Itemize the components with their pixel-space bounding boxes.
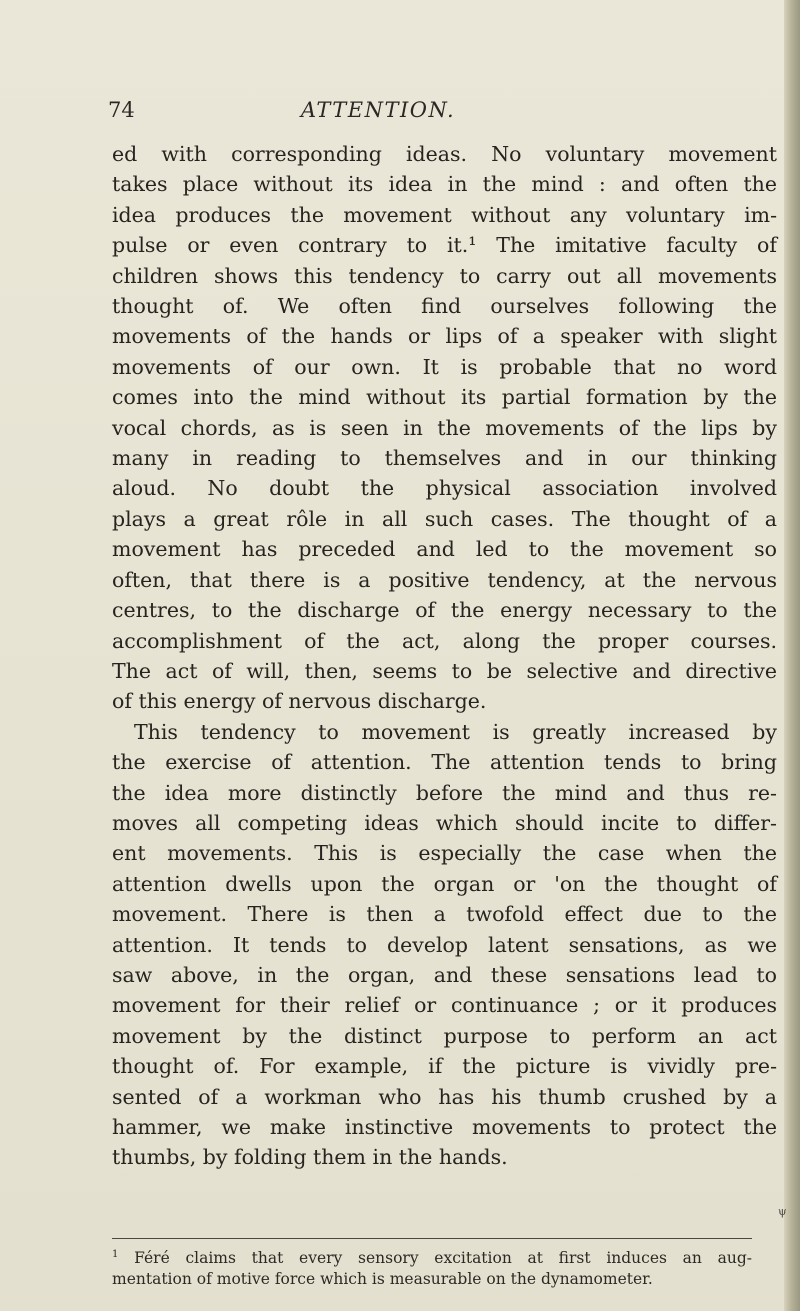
footnote-text: Féré claims that every sensory excitation at first induces an aug- xyxy=(134,1249,752,1267)
text-line: plays a great rôle in all such cases. The thought of a xyxy=(112,506,777,531)
text-line: hammer, we make instinctive movements to protect the xyxy=(112,1115,777,1139)
text-line: the idea more distinctly before the mind and thus re- xyxy=(112,780,777,805)
text-line: movement. There is then a twofold effect due to the xyxy=(112,902,777,927)
text-line: many in reading to themselves and in our thinking xyxy=(112,446,777,471)
page-number: 74 xyxy=(108,98,135,122)
footnote-rule xyxy=(112,1238,752,1239)
text-line: The act of will, then, seems to be selective and directive xyxy=(112,658,777,683)
text-line: attention dwells upon the organ or 'on the thought of xyxy=(112,871,777,896)
footnote-line xyxy=(112,1248,752,1269)
text-line: aloud. No doubt the physical association involved xyxy=(112,476,777,501)
text-line: often, that there is a positive tendency, at the nervous xyxy=(112,567,777,592)
text-line: vocal chords, as is seen in the movements of the lips by xyxy=(112,415,777,440)
text-line: accomplishment of the act, along the proper courses. xyxy=(112,628,777,653)
text-line: movements of our own. It is probable that no word xyxy=(112,354,777,379)
text-line: ed with corresponding ideas. No voluntary movement xyxy=(112,142,777,166)
text-line: saw above, in the organ, and these sensations lead to xyxy=(112,962,777,987)
text-line: takes place without its idea in the mind : and often the xyxy=(112,172,777,197)
text-line: movement for their relief or continuance ; or it produces xyxy=(112,993,777,1018)
margin-mark: ψ xyxy=(778,1205,787,1218)
footnote-marker: 1 xyxy=(112,1248,119,1260)
text-line: thumbs, by folding them in the hands. xyxy=(112,1145,508,1170)
text-line: idea produces the movement without any voluntary im- xyxy=(112,202,777,227)
text-line: movement has preceded and led to the movement so xyxy=(112,537,777,562)
text-line: centres, to the discharge of the energy necessary to the xyxy=(112,598,777,623)
text-line: ent movements. This is especially the case when the xyxy=(112,841,777,866)
text-line: comes into the mind without its partial formation by the xyxy=(112,385,777,410)
text-line: movements of the hands or lips of a speaker with slight xyxy=(112,324,777,349)
text-line: pulse or even contrary to it.¹ The imitative faculty of xyxy=(112,233,777,258)
page-header xyxy=(108,98,768,128)
text-line: the exercise of attention. The attention tends to bring xyxy=(112,750,777,775)
footnote-line: mentation of motive force which is measurable on the dynamometer. xyxy=(112,1270,653,1288)
text-line: This tendency to movement is greatly increased by xyxy=(134,719,777,744)
footnote xyxy=(112,1248,752,1290)
text-line: movement by the distinct purpose to perform an act xyxy=(112,1023,777,1048)
text-line: sented of a workman who has his thumb crushed by a xyxy=(112,1084,777,1109)
text-line: thought of. For example, if the picture is vividly pre- xyxy=(112,1054,777,1079)
text-line: thought of. We often find ourselves following the xyxy=(112,294,777,319)
text-line: moves all competing ideas which should incite to differ- xyxy=(112,810,777,835)
text-line: children shows this tendency to carry out all movements xyxy=(112,263,777,288)
text-line: of this energy of nervous discharge. xyxy=(112,689,487,714)
running-head: ATTENTION. xyxy=(300,98,456,122)
text-line: attention. It tends to develop latent sensations, as we xyxy=(112,932,777,957)
body-text xyxy=(112,139,777,1173)
page-edge xyxy=(784,0,800,1311)
